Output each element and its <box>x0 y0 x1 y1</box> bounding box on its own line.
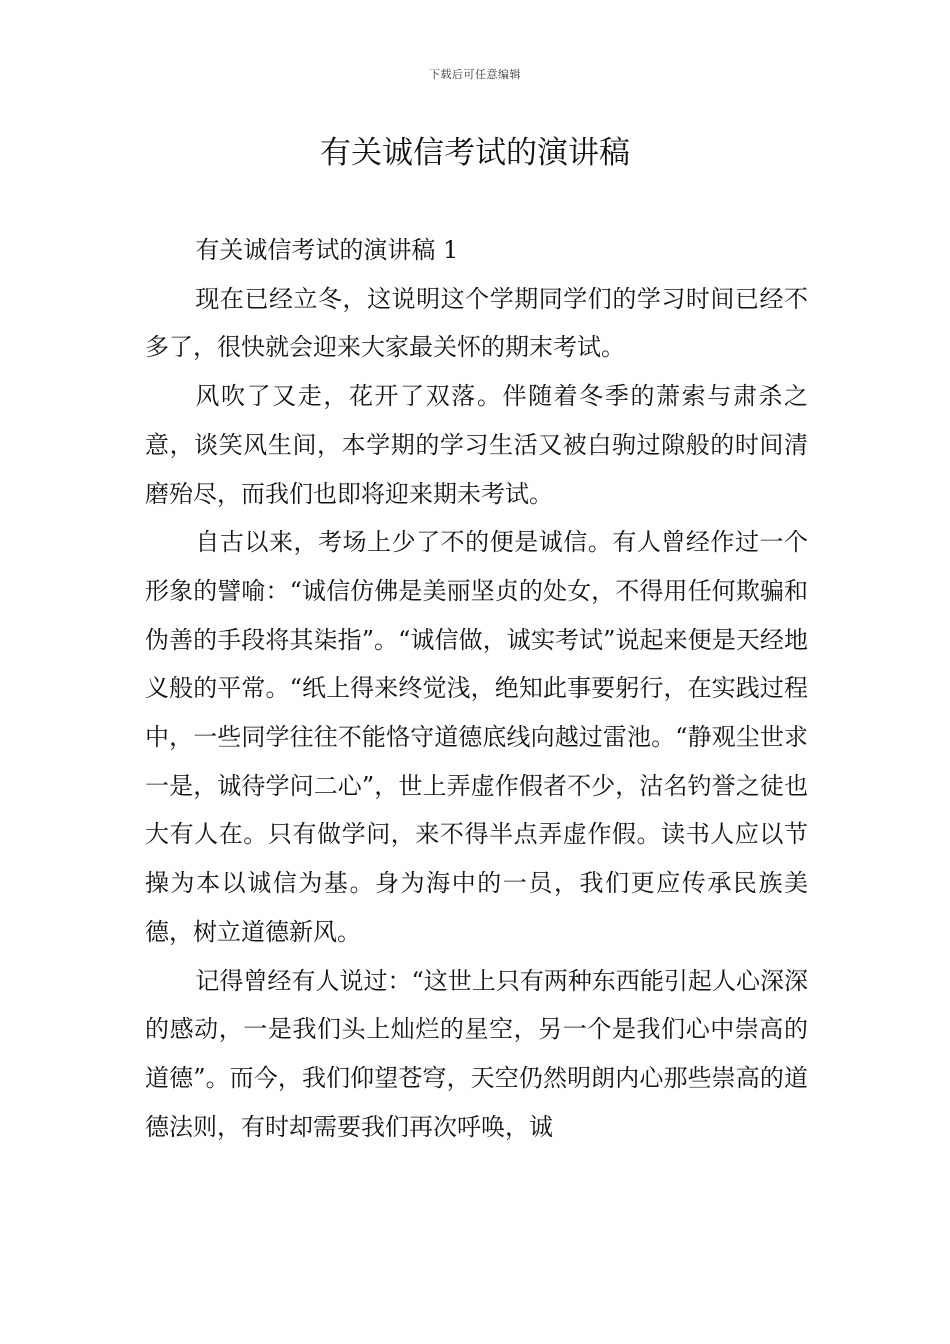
paragraph: 现在已经立冬，这说明这个学期同学们的学习时间已经不多了，很快就会迎来大家最关怀的期末考试。 <box>145 284 808 362</box>
paragraph: 自古以来，考场上少了不的便是诚信。有人曾经作过一个形象的譬喻：“诚信仿佛是美丽坚贞的处女，不得用任何欺骗和伪善的手段将其柒指”。“诚信做，诚实考试”说起来便是天经地义般的平常。“纸上得来终觉浅，绝知此事要躬行，在实践过程中，一些同学往往不能恪守道德底线向越过雷池。“静观尘世求一是，诚待学问二心”，世上弄虚作假者不少，沽名钓誉之徒也大有人在。只有做学问，来不得半点弄虚作假。读书人应以节操为本以诚信为基。身为海中的一员，我们更应传承民族美德，树立道德新风。 <box>145 528 808 946</box>
paragraph: 风吹了又走，花开了双落。伴随着冬季的萧索与肃杀之意，谈笑风生间，本学期的学习生活又被白驹过隙般的时间清磨殆尽，而我们也即将迎来期未考试。 <box>145 382 808 508</box>
paragraph: 记得曾经有人说过：“这世上只有两种东西能引起人心深深的感动，一是我们头上灿烂的星空，另一个是我们心中崇高的道德”。而今，我们仰望苍穹，天空仍然明朗内心那些崇高的道德法则，有时却需要我们再次呼唤，诚 <box>145 966 808 1141</box>
header-note: 下载后可任意编辑 <box>429 68 521 81</box>
document-title: 有关诚信考试的演讲稿 <box>320 135 630 171</box>
document-body <box>145 226 808 1151</box>
section-heading: 有关诚信考试的演讲稿 1 <box>195 236 459 264</box>
